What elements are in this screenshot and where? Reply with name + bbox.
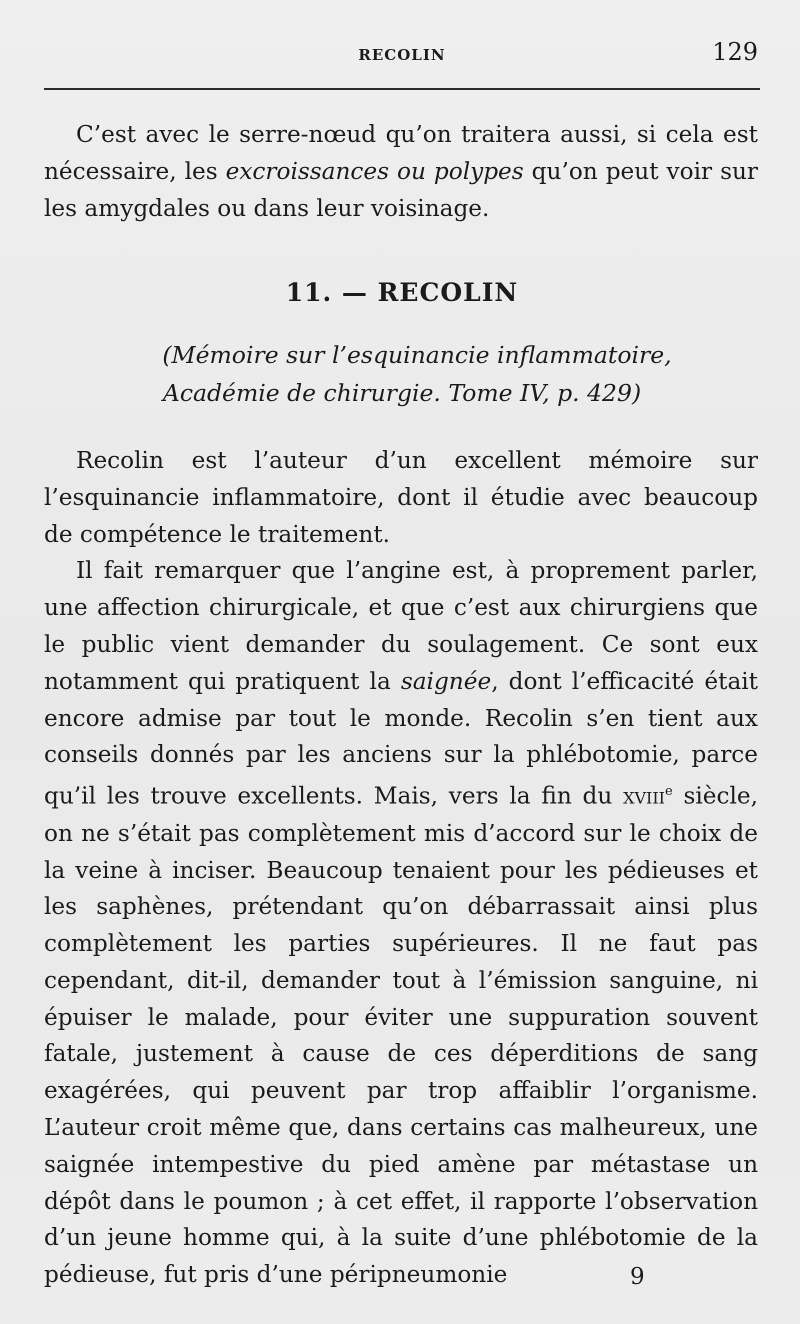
printer-signature: 9 (630, 1264, 645, 1290)
section-subtitle (44, 336, 760, 412)
paragraph-2-middle: , dont l’efficacité était encore admise par tout le monde. Recolin s’en tient aux conseils donnés par les anciens sur la phlébotomie, parce qu’il les trouve excellents. Mais, vers la fin du (44, 667, 758, 810)
paragraph-2-end: siècle, on ne s’était pas complètement mis d’accord sur le choix de la veine à inciser. Beaucoup tenaient pour les pédieuses et les saphènes, prétendant qu’on débarrassait ainsi plus complètement les parties supérieures. Il ne faut pas cependant, dit-il, demander tout à l’émission sanguine, ni épuiser le malade, pour éviter une suppuration souvent fatale, justement à cause de ces déperditions de sang exagérées, qui peuvent par trop affaiblir l’organisme. L’auteur croit même que, dans certains cas malheureux, une saignée intempestive du pied amène par métastase un dépôt dans le poumon ; à cet effet, il rapporte l’observation d’un jeune homme qui, à la suite d’une phlébotomie de la pédieuse, fut pris d’une péripneumonie (44, 782, 759, 1289)
section-heading: 11. — RECOLIN (285, 278, 519, 307)
paragraph-2 (44, 553, 758, 1294)
body-text (44, 443, 758, 1294)
subtitle-line-2: Académie de chirurgie. Tome IV, p. 429) (162, 379, 642, 407)
subtitle-line-1: (Mémoire sur l’esquinancie inflammatoire, (162, 341, 672, 369)
century-numeral: xviii (623, 782, 665, 810)
intro-text-start: C’est avec le serre-nœud qu’on traitera aussi, si cela est nécessaire, les (44, 121, 758, 185)
italic-saignee: saignée (400, 667, 492, 695)
paragraph-2-start: Il fait remarquer que l’angine est, à proprement parler, une affection chirurgicale, et que c’est aux chirurgiens que le public vient demander du soulagement. Ce sont eux notamment qui pratiquent la (44, 557, 758, 695)
paragraph-1: Recolin est l’auteur d’un excellent mémoire sur l’esquinancie inflammatoire, dont il étudie avec beaucoup de compétence le traitement. (44, 447, 758, 548)
century-superscript: e (665, 784, 673, 800)
header-rule (44, 88, 760, 90)
page-number: 129 (712, 38, 758, 66)
intro-paragraph (44, 117, 758, 227)
intro-text (44, 117, 758, 227)
intro-text-end: qu’on peut voir sur les amygdales ou dans leur voisinage. (44, 157, 758, 222)
running-head (44, 38, 760, 68)
intro-italic-term: excroissances ou polypes (225, 157, 524, 185)
running-title: RECOLIN (358, 46, 446, 64)
